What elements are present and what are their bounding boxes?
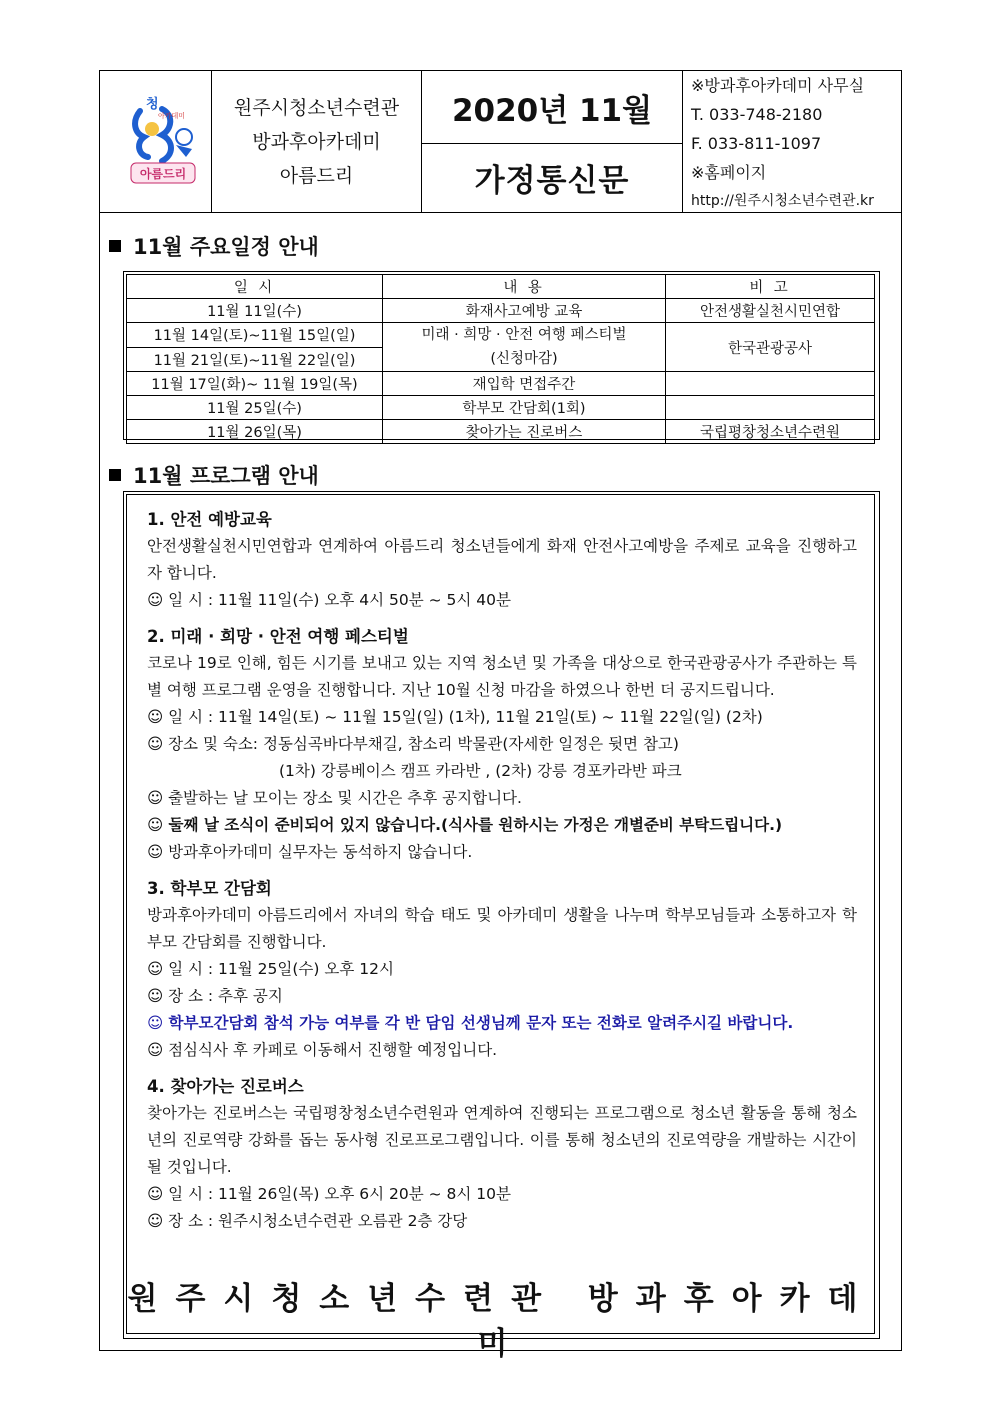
program-2-meal-notice: ☺ 둘째 날 조식이 준비되어 있지 않습니다.(식사를 원하시는 가정은 개별준비 부탁드립니다.) xyxy=(147,816,783,834)
program-2-date: ☺ 일 시 : 11월 14일(토) ~ 11월 15일(일) (1차), 11월 21일(토) ~ 11월 22일(일) (2차) xyxy=(147,708,763,726)
program-3-date: ☺ 일 시 : 11월 25일(수) 오후 12시 xyxy=(147,960,394,978)
office-label: ※방과후아카데미 사무실 xyxy=(691,76,865,95)
tel: T. 033-748-2180 xyxy=(691,105,823,124)
svg-text:아름드리: 아름드리 xyxy=(139,167,187,181)
program-2-title: 2. 미래 · 희망 · 안전 여행 페스티벌 xyxy=(147,627,409,646)
program-4-title: 4. 찾아가는 진로버스 xyxy=(147,1077,304,1096)
row-note xyxy=(666,372,875,396)
row-content: 화재사고예방 교육 xyxy=(383,299,666,323)
table-header-row xyxy=(127,275,875,299)
schedule-section-title: 11월 주요일정 안내 xyxy=(109,231,319,261)
program-3-title: 3. 학부모 간담회 xyxy=(147,879,272,898)
program-1-body: 안전생활실천시민연합과 연계하여 아름드리 청소년들에게 화재 안전사고예방을 주제로 교육을 진행하고자 합니다. xyxy=(147,537,857,582)
row-date: 11월 25일(수) xyxy=(127,396,383,420)
org-line: 원주시청소년수련관 xyxy=(233,96,400,119)
row-content: 미래 · 희망 · 안전 여행 페스티벌 (신청마감) xyxy=(383,323,666,372)
row-note xyxy=(666,396,875,420)
row-content: 재입학 면접주간 xyxy=(383,372,666,396)
header xyxy=(100,71,901,213)
square-bullet-icon xyxy=(109,240,121,252)
row-content: 학부모 간담회(1회) xyxy=(383,396,666,420)
logo xyxy=(100,71,212,212)
square-bullet-icon xyxy=(109,469,121,481)
row-date: 11월 17일(화)~ 11월 19일(목) xyxy=(127,372,383,396)
organization-name xyxy=(212,71,422,212)
org-line: 아름드리 xyxy=(279,164,354,187)
program-4-place: ☺ 장 소 : 원주시청소년수련관 오름관 2층 강당 xyxy=(147,1212,468,1230)
row-content: 찾아가는 진로버스 xyxy=(383,420,666,444)
row-date: 11월 21일(토)~11월 22일(일) xyxy=(127,347,383,372)
program-2-body: 코로나 19로 인해, 힘든 시기를 보내고 있는 지역 청소년 및 가족을 대상으로 한국관광공사가 주관하는 특별 여행 프로그램 운영을 진행합니다. 지난 10월 신청 마감을 하였으나 한번 더 공지드립니다. xyxy=(147,654,857,699)
program-1-title: 1. 안전 예방교육 xyxy=(147,510,272,529)
fax: F. 033-811-1097 xyxy=(691,134,822,153)
svg-text:청: 청 xyxy=(146,97,159,112)
program-3-lunch: ☺ 점심식사 후 카페로 이동해서 진행할 예정입니다. xyxy=(147,1041,498,1059)
program-box-inner xyxy=(126,494,876,1362)
header-content: 내 용 xyxy=(383,275,666,299)
program-content xyxy=(147,506,857,1235)
homepage-link[interactable]: http://원주시청소년수련관.kr xyxy=(691,193,874,209)
doc-title: 가정통신문 xyxy=(474,163,630,199)
date-title: 2020년 11월 xyxy=(422,71,682,144)
header-date: 일 시 xyxy=(127,275,383,299)
program-2-place-detail: (1차) 강릉베이스 캠프 카라반 , (2차) 강릉 경포카라반 파크 xyxy=(279,762,682,780)
program-2-place: ☺ 장소 및 숙소: 정동심곡바다부채길, 참소리 박물관(자세한 일정은 뒷면 참고) xyxy=(147,735,679,753)
row-note: 국립평창청소년수련원 xyxy=(666,420,875,444)
program-4-date: ☺ 일 시 : 11월 26일(목) 오후 6시 20분 ~ 8시 10분 xyxy=(147,1185,511,1203)
program-4-body: 찾아가는 진로버스는 국립평창청소년수련원과 연계하여 진행되는 프로그램으로 청소년 활동을 통해 청소년의 진로역량 강화를 돕는 동사형 진로프로그램입니다. 이를 통해 청소년의 진로역량을 개발하는 시간이 될 것입니다. xyxy=(147,1104,857,1176)
table-row xyxy=(127,396,875,420)
row-date: 11월 26일(목) xyxy=(127,420,383,444)
program-2-staff: ☺ 방과후아카데미 실무자는 동석하지 않습니다. xyxy=(147,843,473,861)
program-box xyxy=(123,491,880,1362)
academy-logo-icon xyxy=(100,71,212,212)
homepage-label: ※홈페이지 xyxy=(691,163,767,182)
schedule-table xyxy=(123,271,880,440)
row-note: 안전생활실천시민연합 xyxy=(666,299,875,323)
row-date: 11월 11일(수) xyxy=(127,299,383,323)
org-line: 방과후아카데미 xyxy=(252,130,381,153)
program-3-body: 방과후아카데미 아름드리에서 자녀의 학습 태도 및 아카데미 생활을 나누며 학부모님들과 소통하고자 학부모 간담회를 진행합니다. xyxy=(147,906,857,951)
program-3-rsvp-notice: ☺ 학부모간담회 참석 가능 여부를 각 반 담임 선생님께 문자 또는 전화로 알려주시길 바랍니다. xyxy=(147,1014,794,1032)
program-2-meeting: ☺ 출발하는 날 모이는 장소 및 시간은 추후 공지합니다. xyxy=(147,789,522,807)
svg-text:아카데미: 아카데미 xyxy=(158,112,186,120)
table-row xyxy=(127,372,875,396)
table-row xyxy=(127,420,875,444)
contact-info xyxy=(683,71,901,212)
program-3-place: ☺ 장 소 : 추후 공지 xyxy=(147,987,283,1005)
row-note: 한국관광공사 xyxy=(666,323,875,372)
title-block xyxy=(422,71,683,212)
newsletter-frame xyxy=(99,70,902,1362)
footer-signature: 원주시청소년수련관 방과후아카데미 xyxy=(127,1281,876,1362)
row-date: 11월 14일(토)~11월 15일(일) xyxy=(127,323,383,348)
program-1-date: ☺ 일 시 : 11월 11일(수) 오후 4시 50분 ~ 5시 40분 xyxy=(147,591,511,609)
header-note: 비 고 xyxy=(666,275,875,299)
table-row xyxy=(127,323,875,348)
table-row xyxy=(127,299,875,323)
program-section-title: 11월 프로그램 안내 xyxy=(109,460,319,490)
